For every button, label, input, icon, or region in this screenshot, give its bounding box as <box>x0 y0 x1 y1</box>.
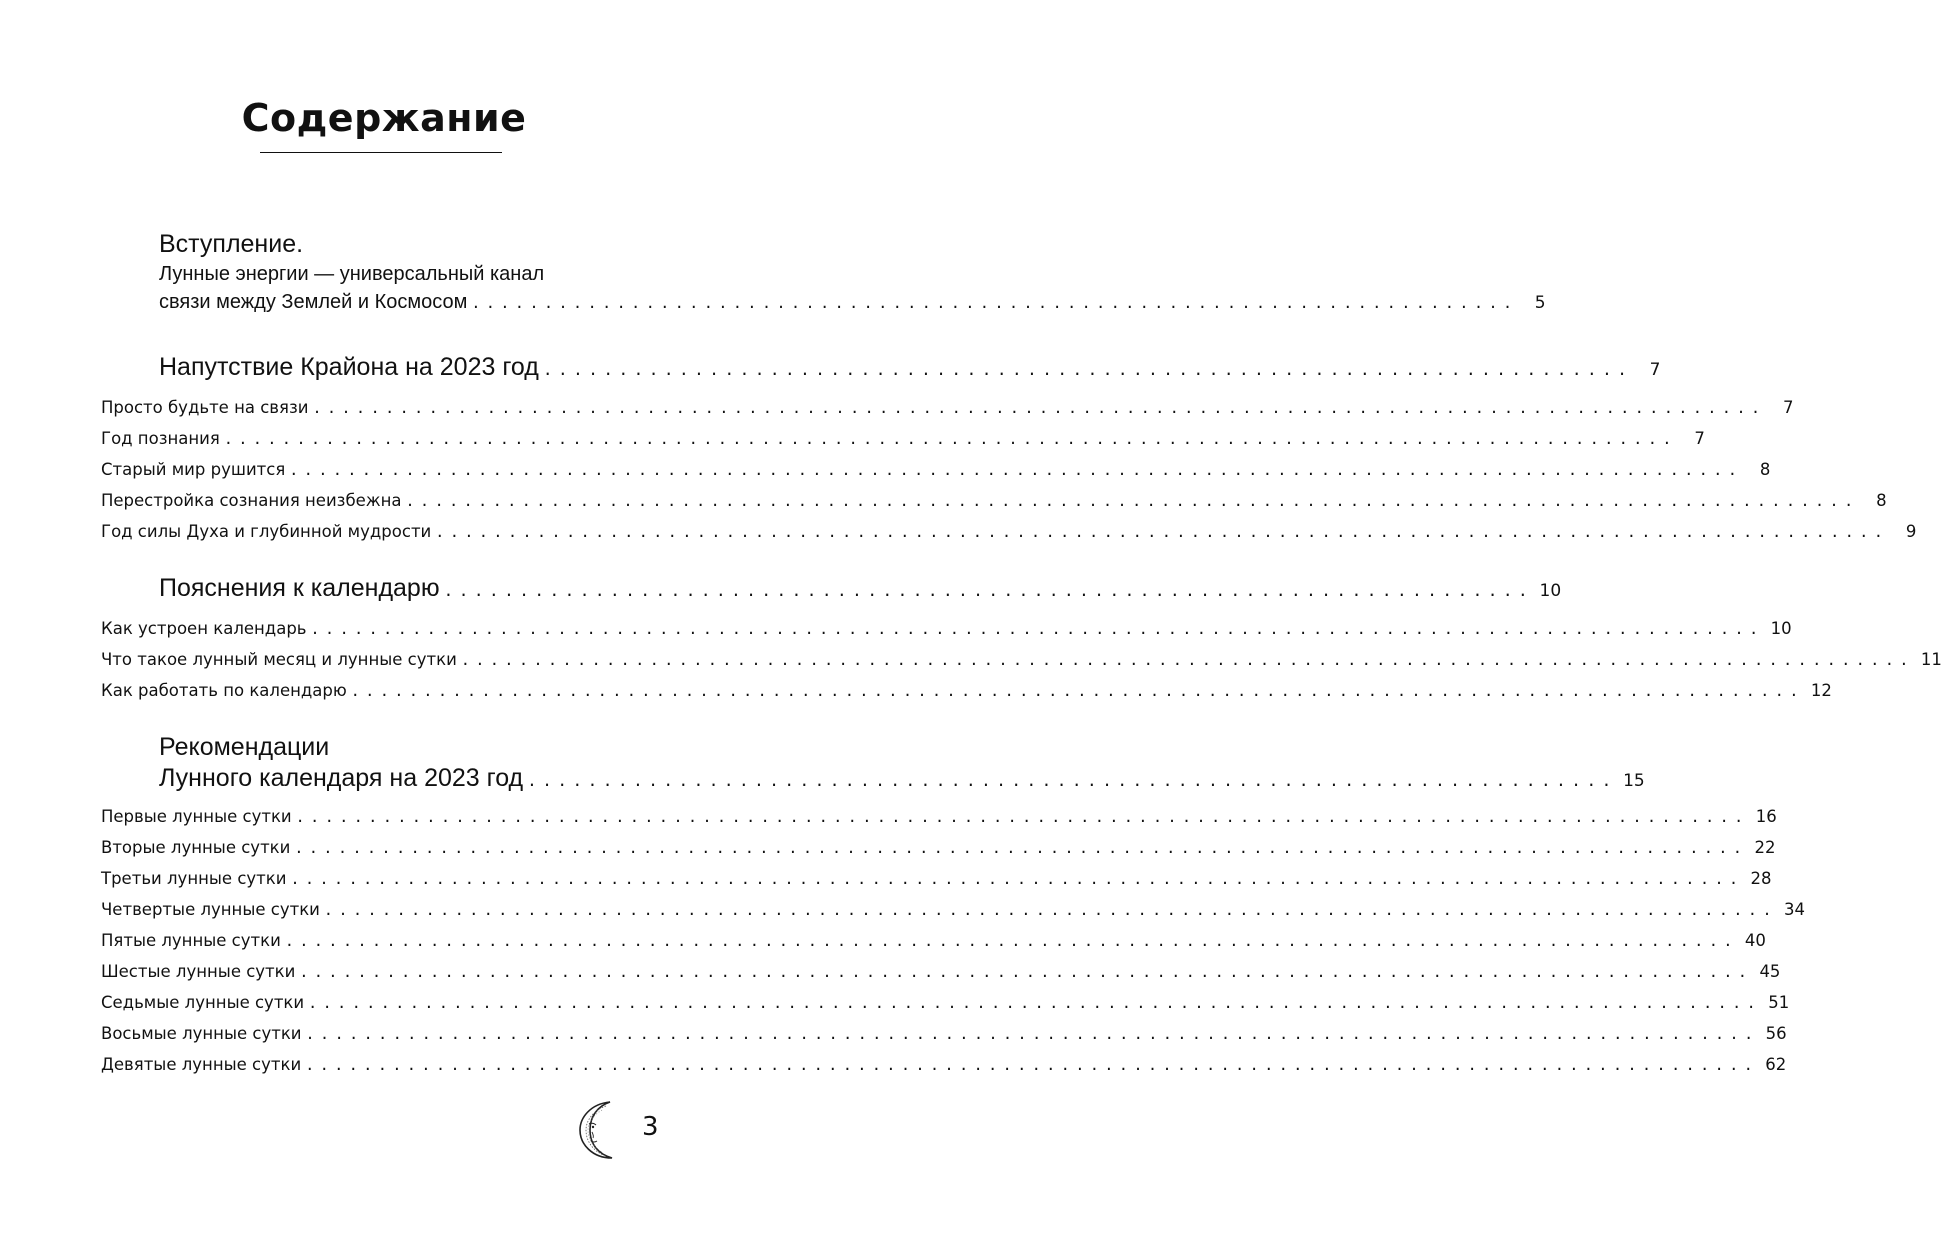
toc-entry-page: 8 <box>1759 460 1771 479</box>
toc-entry-label: Девятые лунные сутки <box>101 1055 302 1074</box>
section-page: 15 <box>1623 771 1645 791</box>
toc-entry-label: Пятые лунные сутки <box>101 931 281 950</box>
toc-entry-label: Шестые лунные сутки <box>101 962 296 981</box>
intro-heading: Вступление. <box>159 230 304 258</box>
page-title: Содержание <box>241 96 527 140</box>
toc-entry-intro[interactable] <box>159 291 1546 315</box>
toc-entry-page: 12 <box>1810 681 1832 700</box>
leader-dots: .................................................................................................... <box>323 901 1777 919</box>
toc-entry-label: Как работать по календарю <box>101 681 347 700</box>
leader-dots: .................................................................................................... <box>405 492 1859 510</box>
toc-section-calendar-notes[interactable] <box>159 574 1562 602</box>
toc-entry-page: 56 <box>1765 1024 1787 1043</box>
toc-entry[interactable] <box>101 398 1794 422</box>
title-underline <box>260 152 502 153</box>
leader-dots: .................................................................................................... <box>295 808 1749 826</box>
leader-dots: .................................................................................................... <box>290 870 1744 888</box>
crescent-moon-face-icon <box>576 1098 626 1162</box>
leader-dots: .................................................................................................... <box>310 620 1764 638</box>
leader-dots: .................................................................................................... <box>284 932 1738 950</box>
toc-entry-label: Просто будьте на связи <box>101 398 309 417</box>
toc-entry[interactable] <box>101 993 1790 1017</box>
toc-entry-label: Восьмые лунные сутки <box>101 1024 302 1043</box>
section-heading: Пояснения к календарю <box>159 574 440 602</box>
leader-dots: .................................................................................................... <box>460 651 1914 669</box>
section-heading: Напутствие Крайона на 2023 год <box>159 353 539 381</box>
leader-dots: ........................................................................ <box>471 294 1518 312</box>
toc-entry-page: 28 <box>1750 869 1772 888</box>
leader-dots: ........................................................................ <box>527 771 1617 790</box>
leader-dots: .................................................................................................... <box>435 523 1889 541</box>
toc-entry[interactable] <box>101 1055 1787 1079</box>
leader-dots: .................................................................................................... <box>312 399 1766 417</box>
toc-entry[interactable] <box>101 962 1781 986</box>
toc-entry-label: связи между Землей и Космосом <box>159 291 468 313</box>
toc-entry-page: 45 <box>1759 962 1781 981</box>
toc-entry-page: 22 <box>1754 838 1776 857</box>
toc-entry-page: 16 <box>1755 807 1777 826</box>
toc-entry-page: 11 <box>1920 650 1942 669</box>
leader-dots: .................................................................................................... <box>299 963 1753 981</box>
toc-entry-label: Вторые лунные сутки <box>101 838 291 857</box>
leader-dots: ........................................................................ <box>542 360 1633 379</box>
toc-entry[interactable] <box>101 619 1792 643</box>
section-heading: Лунного календаря на 2023 год <box>159 764 524 792</box>
toc-entry[interactable] <box>101 807 1777 831</box>
intro-subtitle-line1: Лунные энергии — универсальный канал <box>159 263 545 285</box>
toc-entry-page: 8 <box>1876 491 1887 510</box>
toc-section-kryon[interactable] <box>159 353 1661 381</box>
toc-entry-label: Что такое лунный месяц и лунные сутки <box>101 650 457 669</box>
toc-entry[interactable] <box>101 650 1942 674</box>
leader-dots: .................................................................................................... <box>308 994 1762 1012</box>
toc-entry-page: 34 <box>1784 900 1805 919</box>
leader-dots: ........................................................................ <box>443 581 1534 600</box>
leader-dots: .................................................................................................... <box>305 1056 1759 1074</box>
toc-entry-page: 5 <box>1534 293 1546 313</box>
toc-entry[interactable] <box>101 931 1766 955</box>
leader-dots: .................................................................................................... <box>294 839 1748 857</box>
toc-entry-label: Перестройка сознания неизбежна <box>101 491 402 510</box>
toc-entry-page: 7 <box>1694 429 1705 448</box>
toc-entry[interactable] <box>101 491 1887 515</box>
toc-entry-label: Старый мир рушится <box>101 460 286 479</box>
toc-entry-label: Первые лунные сутки <box>101 807 292 826</box>
toc-entry[interactable] <box>101 681 1832 705</box>
toc-entry-page: 7 <box>1783 398 1794 417</box>
leader-dots: .................................................................................................... <box>305 1025 1759 1043</box>
toc-entry-page: 51 <box>1768 993 1790 1012</box>
toc-entry-label: Четвертые лунные сутки <box>101 900 320 919</box>
toc-entry[interactable] <box>101 1024 1787 1048</box>
toc-entry-label: Седьмые лунные сутки <box>101 993 305 1012</box>
toc-entry-label: Третьи лунные сутки <box>101 869 287 888</box>
toc-entry-label: Год познания <box>101 429 220 448</box>
toc-entry-label: Как устроен календарь <box>101 619 307 638</box>
toc-entry[interactable] <box>101 429 1705 453</box>
toc-entry[interactable] <box>101 900 1805 924</box>
toc-entry-page: 10 <box>1770 619 1792 638</box>
leader-dots: .................................................................................................... <box>223 430 1677 448</box>
toc-entry-page: 62 <box>1765 1055 1787 1074</box>
leader-dots: .................................................................................................... <box>350 682 1804 700</box>
page-number: 3 <box>642 1112 659 1142</box>
toc-entry[interactable] <box>101 460 1771 484</box>
section-page: 7 <box>1649 360 1661 380</box>
toc-section-recommendations[interactable] <box>159 764 1645 792</box>
toc-entry[interactable] <box>101 869 1772 893</box>
section-page: 10 <box>1539 581 1562 601</box>
toc-entry-page: 40 <box>1744 931 1766 950</box>
leader-dots: .................................................................................................... <box>289 461 1743 479</box>
toc-entry-label: Год силы Духа и глубинной мудрости <box>101 522 432 541</box>
section-heading-line1: Рекомендации <box>159 733 330 761</box>
toc-entry[interactable] <box>101 838 1776 862</box>
toc-entry[interactable] <box>101 522 1917 546</box>
toc-entry-page: 9 <box>1905 522 1917 541</box>
